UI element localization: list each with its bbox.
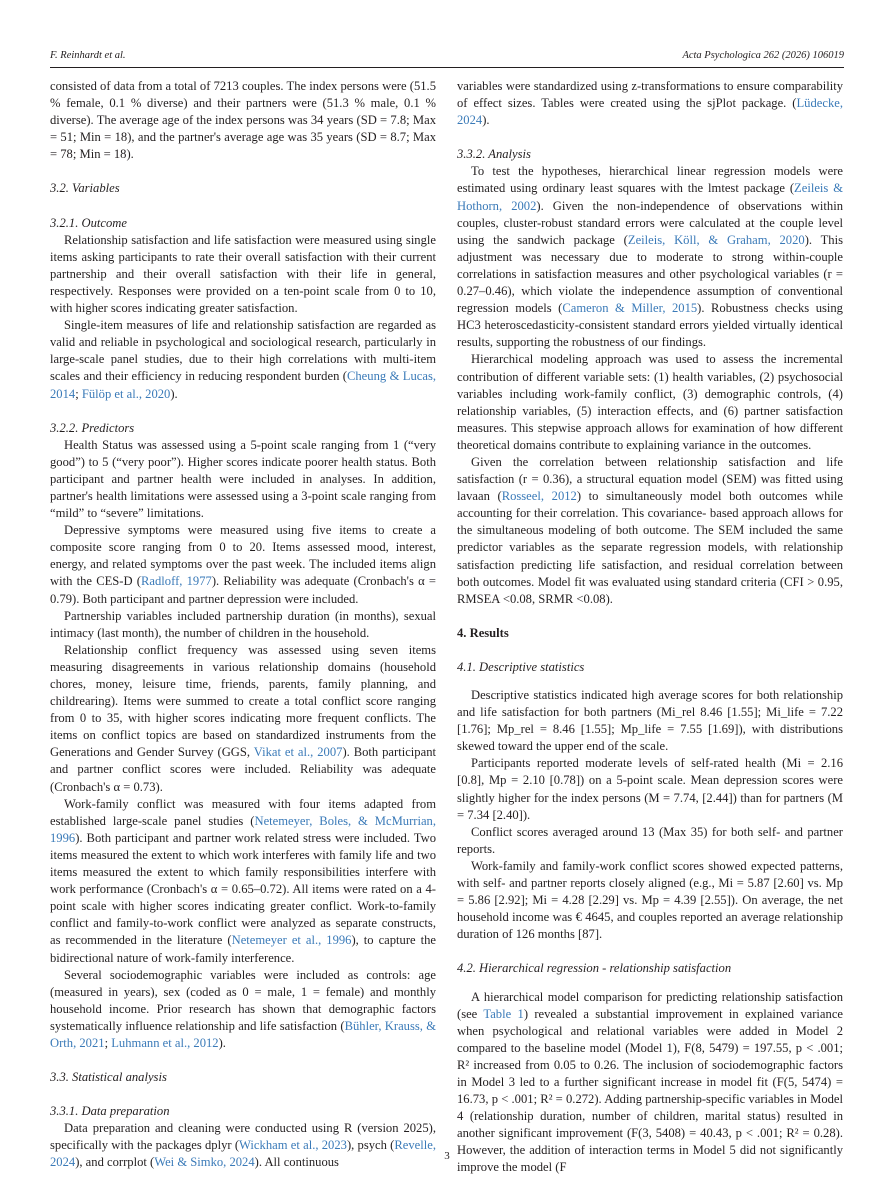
citation-luhmann[interactable]: Luhmann et al., 2012 [111,1035,219,1050]
intro-paragraph: consisted of data from a total of 7213 couples. The index persons were (51.5 % female, 0.1 % diverse) and their partners were (51.3 % male, 0.1 % diverse). The average age of the index persons was 34 years (SD = 7.8; Max = 51; Min = 18), and the partner's average age was 35 years (SD = 8.7; Max = 78; Min = 18). [50,79,436,162]
citation-radloff[interactable]: Radloff, 1977 [141,574,212,589]
citation-ludecke[interactable]: Lüdecke, 2024 [457,96,843,128]
predictors-paragraph-depression: Depressive symptoms were measured using five items to create a composite score ranging from 0 to 20. Items assessed mood, interest, energy, and related symptoms over the past week. The included items align with the CES-D (Radloff, 1977). Reliability was adequate (Cronbach's α = 0.79). Both participant and partner depression were included. [50,523,436,606]
subsection-heading-analysis: 3.3.2. Analysis [457,147,531,162]
data-preparation-paragraph: Data preparation and cleaning were conducted using R (version 2025), specifically with the packages dplyr (Wickham et al., 2023), psych (Revelle, 2024), and corrplot (Wei & Simko, 2024). All continuous [50,1121,436,1170]
predictors-paragraph-conflict: Relationship conflict frequency was assessed using seven items measuring disagreements in various relationship domains (household chores, money, leisure time, friends, parents, family planning, and childrearing). Items were summed to create a total conflict score ranging from 0 to 35, with higher scores indicating more frequent conflicts. The items on conflict topics are based on standardized instruments from the Generations and Gender Survey (GGS, Vikat et al., 2007). Both participant and partner conflict scores were included. Reliability was adequate (Cronbach's α = 0.73). [50,642,436,794]
citation-wickham[interactable]: Wickham et al., 2023 [239,1138,347,1153]
section-heading-variables: 3.2. Variables [50,181,120,196]
citation-cameron[interactable]: Cameron & Miller, 2015 [562,301,698,316]
analysis-paragraph-1: To test the hypotheses, hierarchical linear regression models were estimated using ordinary least squares with the lmtest package (Zeileis & Hothorn, 2002). Given the non-independence of observations within couples, cluster-robust standard errors were calculated at the couple level using the sandwich package (Zeileis, Köll, & Graham, 2020). This adjustment was necessary due to moderate to strong within-couple correlations in satisfaction measures and other psychological variables (r = 0.27–0.46), which violate the independence assumption of conventional regression models (Cameron & Miller, 2015). Robustness checks using HC3 heteroscedasticity-consistent standard errors yielded virtually identical results, supporting the robustness of our findings. [457,164,844,350]
descriptive-paragraph-2: Participants reported moderate levels of self-rated health (Mi = 2.16 [0.8], Mp = 2.10 [0.78]) on a 5-point scale. Mean depression scores were slightly higher for the index persons (M = 7.74, [2.44]) than for partners (M = 7.34 [2.40]). [457,756,843,822]
analysis-paragraph-2: Hierarchical modeling approach was used to assess the incremental contribution of different variable sets: (1) health variables, (2) psychosocial variables including work-family conflict, (3) demographic controls, (4) relationship variables, (5) interaction effects, and (6) partner satisfaction measures. This stepwise approach allows for examination of how different theoretical domains contribute to explaining variance in the outcomes. [457,352,843,452]
subsection-heading-outcome: 3.2.1. Outcome [50,215,127,230]
citation-rosseel[interactable]: Rosseel, 2012 [501,489,577,504]
citation-wei[interactable]: Wei & Simko, 2024 [154,1155,255,1170]
outcome-paragraph-1: Relationship satisfaction and life satisfaction were measured using single items asking participants to rate their overall satisfaction with their current partnership and their overall satisfaction with their life in general, respectively. Responses were provided on a ten-point scale from 0 to 10, with higher scores indicating greater satisfaction. [50,232,436,316]
descriptive-paragraph-1: Descriptive statistics indicated high average scores for both relationship and life satisfaction for both partners (Mi_rel 8.46 [1.55]; Mi_life = 7.22 [1.76]; Mp_rel = 8.46 [1.55]; Mp_life = 7.55 [1.69]), with distributions skewed toward the upper end of the scale. [457,688,843,754]
citation-zeileis-hothorn[interactable]: Zeileis & Hothorn, 2002 [457,181,843,213]
citation-fulop[interactable]: Fülöp et al., 2020 [81,386,171,401]
subsection-heading-predictors: 3.2.2. Predictors [50,420,135,435]
citation-buhler[interactable]: Bühler, Krauss, & Orth, 2021 [50,1018,436,1050]
left-column [50,78,436,1172]
subsection-heading-descriptive: 4.1. Descriptive statistics [457,659,585,674]
citation-zeileis-koll-graham[interactable]: Zeileis, Köll, & Graham, 2020 [627,232,805,247]
section-heading-statistical-analysis: 3.3. Statistical analysis [50,1070,167,1085]
predictors-paragraph-sociodemographic: Several sociodemographic variables were included as controls: age (measured in years), sex (coded as 0 = male, 1 = female) and monthly household income. Prior research has shown that demographic factors systematically influence relationship and life satisfaction (Bühler, Krauss, & Orth, 2021; Luhmann et al., 2012). [50,967,436,1050]
regression-paragraph: A hierarchical model comparison for predicting relationship satisfaction (see Table 1) revealed a substantial improvement in explained variance when psychological and relational variables were added in Model 2 compared to the baseline model (Model 1), F(8, 5479) = 197.55, p < .001; R² increased from 0.05 to 0.26. The inclusion of sociodemographic factors in Model 3 led to a further significant increase in model fit (F(5, 5474) = 16.73, p < .001; R² = 0.272). Adding partnership-specific variables in Model 4 (relationship duration, number of children, marital status) resulted in another significant improvement (F(3, 5408) = 40.43, p < .001; R² = 0.28). However, the addition of interaction terms in Model 5 did not significantly improve the model (F [457,989,843,1175]
citation-revelle[interactable]: Revelle, 2024 [50,1138,436,1170]
citation-cheung[interactable]: Cheung & Lucas, 2014 [50,369,436,401]
predictors-paragraph-work-family: Work-family conflict was measured with four items adapted from established large-scale panel studies (Netemeyer, Boles, & McMurrian, 1996). Both participant and partner work related stress were included. Two items measured the extent to which work interferes with family life and two items measured the extent to which family responsibilities interfere with work performance (Cronbach's α = 0.65–0.72). All items were rated on a 4-point scale with higher scores indicating greater conflict. Work-to-family conflict and family-to-work conflict were analyzed as separate constructs, as recommended in the literature (Netemeyer et al., 1996), to capture the bidirectional nature of work-family interference. [50,796,437,965]
header-authors: F. Reinhardt et al. [50,50,126,61]
descriptive-paragraph-3: Conflict scores averaged around 13 (Max 35) for both self- and partner reports. [457,824,843,856]
predictors-paragraph-health: Health Status was assessed using a 5-point scale ranging from 1 (“very good”) to 5 (“very poor”). Higher scores indicate poorer health status. Both participant and partner health were included in analyses. In addition, partner's health limitations were assessed using a 3-point scale ranging from “mild” to “severe” limitations. [50,437,436,521]
continued-paragraph: variables were standardized using z-transformations to ensure comparability of effect sizes. Tables were created using the sjPlot package. (Lüdecke, 2024). [457,79,843,128]
header-journal: Acta Psychologica 262 (2026) 106019 [682,50,844,61]
citation-netemeyer-2[interactable]: Netemeyer et al., 1996 [231,933,352,948]
section-heading-results: 4. Results [457,625,509,640]
descriptive-paragraph-4: Work-family and family-work conflict scores showed expected patterns, with self- and partner reports closely aligned (e.g., Mi = 5.87 [2.60] vs. Mp = 5.86 [2.92]; Mi = 4.28 [2.29] vs. Mp = 4.39 [2.55]). On average, the net household income was € 4645, and couples reported an average relationship duration of 126 months [87]. [457,858,843,942]
page-number: 3 [444,1150,450,1162]
header-rule [50,67,844,68]
table-1-link[interactable]: Table 1 [483,1006,524,1021]
predictors-paragraph-partnership: Partnership variables included partnership duration (in months), sexual intimacy (last month), the number of children in the household. [50,608,436,640]
citation-vikat[interactable]: Vikat et al., 2007 [253,745,343,760]
running-header [50,50,844,66]
subsection-heading-data-preparation: 3.3.1. Data preparation [50,1104,170,1119]
citation-netemeyer-1[interactable]: Netemeyer, Boles, & McMurrian, 1996 [50,813,436,845]
analysis-paragraph-3: Given the correlation between relationship satisfaction and life satisfaction (r = 0.36), a structural equation model (SEM) was fitted using lavaan (Rosseel, 2012) to simultaneously model both outcomes while accounting for their correlation. This covariance- based approach allows for the simultaneous modeling of both outcome. The SEM included the same predictor variables as the separate regression models, with relationship satisfaction predicting life satisfaction, and residual correlation between both outcomes. Model fit was evaluated using standard criteria (CFI > 0.95, RMSEA <0.08, SRMR <0.08). [457,454,843,606]
outcome-paragraph-2: Single-item measures of life and relationship satisfaction are regarded as valid and reliable in psychological and sociological research, particularly in large-scale panel studies, due to their high correlations with multi-item scales and their efficiency in reducing respondent burden (Cheung & Lucas, 2014; Fülöp et al., 2020). [50,318,436,401]
subsection-heading-hierarchical-regression: 4.2. Hierarchical regression - relationship satisfaction [457,961,732,976]
right-column [457,78,843,1177]
